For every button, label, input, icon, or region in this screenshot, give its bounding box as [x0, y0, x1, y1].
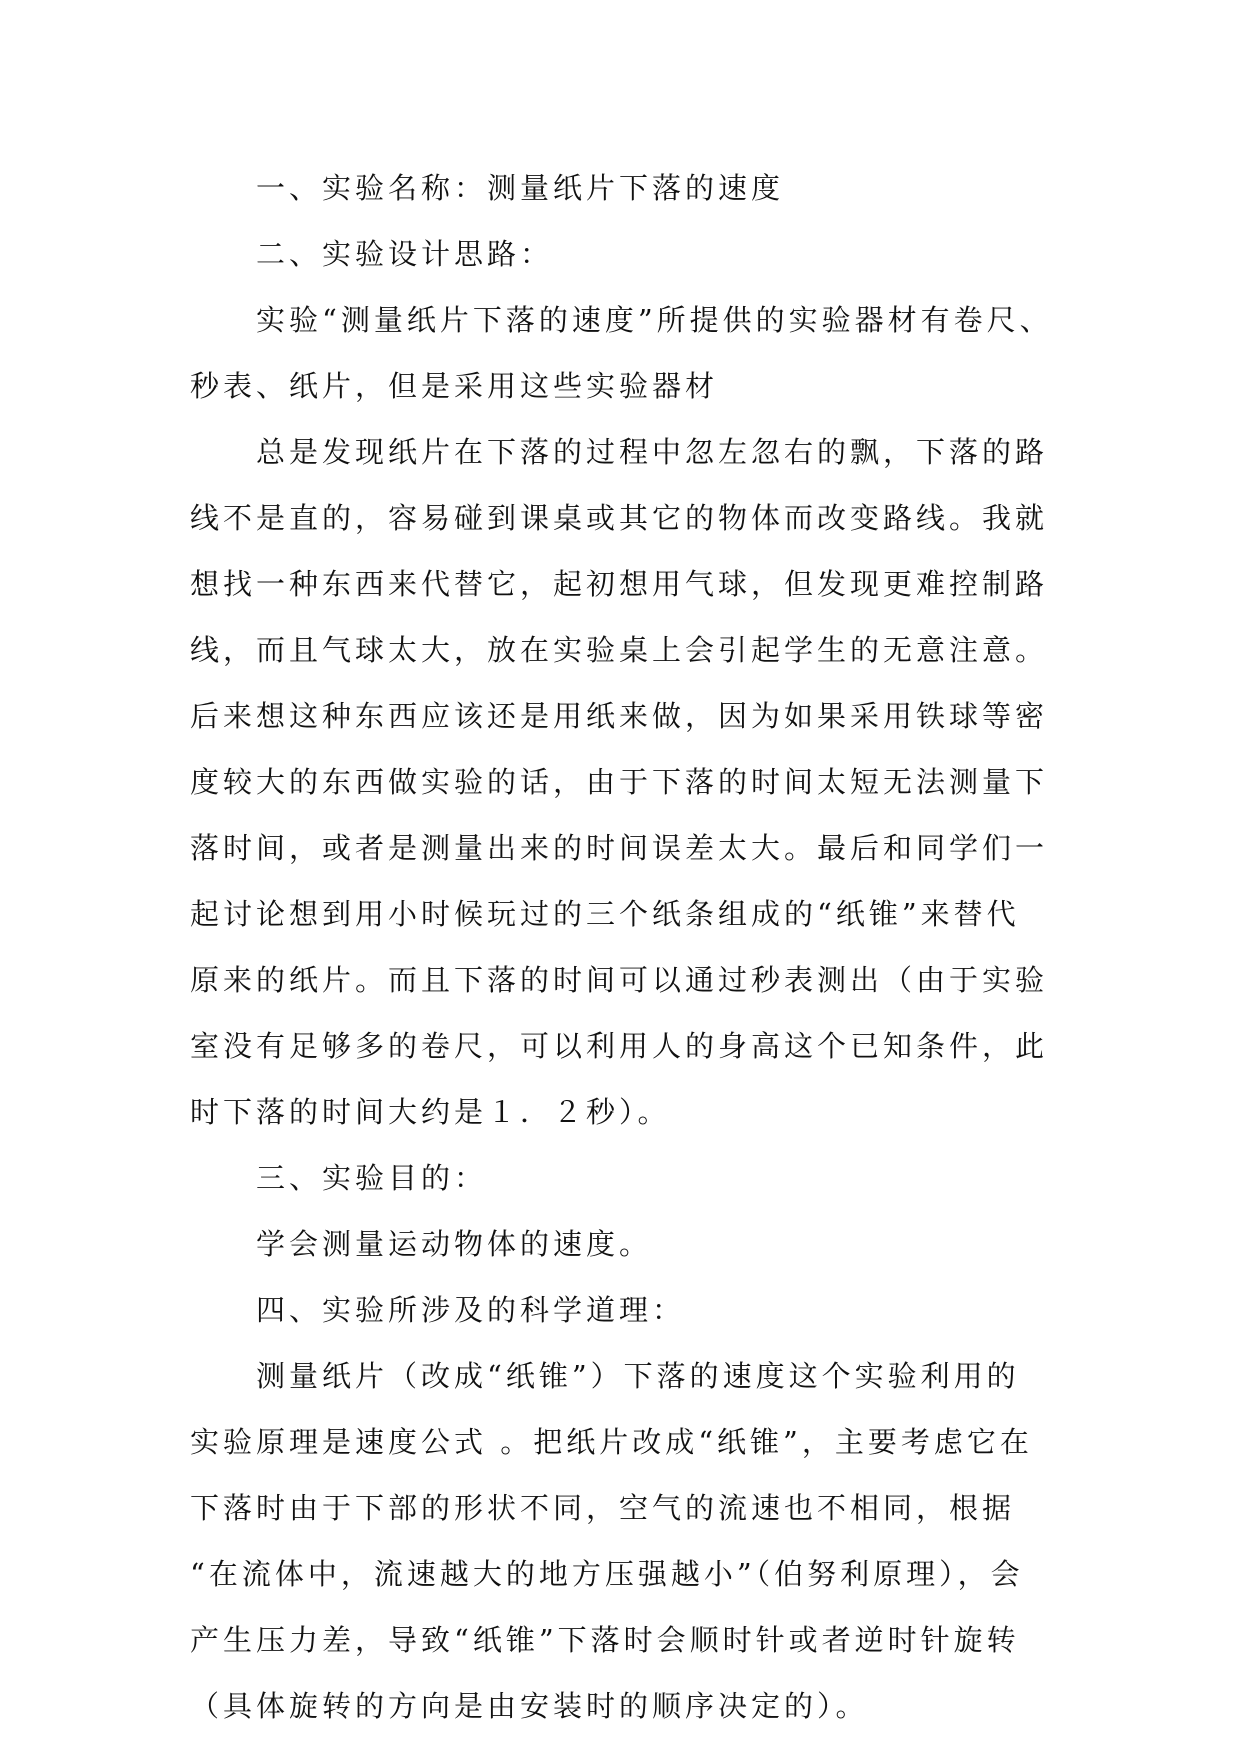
paragraph-line: 产生压力差，导致“纸锥”下落时会顺时针或者逆时针旋转	[190, 1623, 1020, 1657]
paragraph-line: 后来想这种东西应该还是用纸来做，因为如果采用铁球等密	[190, 699, 1049, 733]
paragraph-line: “在流体中，流速越大的地方压强越小”（伯努利原理），会	[190, 1557, 1024, 1591]
paragraph-line: 室没有足够多的卷尺，可以利用人的身高这个已知条件，此	[190, 1029, 1049, 1063]
paragraph-line: 秒表、纸片，但是采用这些实验器材	[190, 369, 719, 403]
paragraph-line: 度较大的东西做实验的话，由于下落的时间太短无法测量下	[190, 765, 1049, 799]
paragraph-line: 总是发现纸片在下落的过程中忽左忽右的飘，下落的路	[256, 435, 1049, 469]
paragraph-line: 下落时由于下部的形状不同，空气的流速也不相同，根据	[190, 1491, 1016, 1525]
paragraph-line: 线不是直的，容易碰到课桌或其它的物体而改变路线。我就	[190, 501, 1049, 535]
paragraph-line: 落时间，或者是测量出来的时间误差太大。最后和同学们一	[190, 831, 1049, 865]
paragraph-line: 测量纸片（改成“纸锥”）下落的速度这个实验利用的	[256, 1359, 1020, 1393]
paragraph-line: 学会测量运动物体的速度。	[256, 1227, 653, 1261]
heading-scientific-principle: 四、实验所涉及的科学道理：	[256, 1293, 686, 1327]
paragraph-line: 实验“测量纸片下落的速度”所提供的实验器材有卷尺、	[256, 303, 1053, 337]
heading-experiment-name: 一、实验名称：测量纸片下落的速度	[256, 171, 785, 205]
paragraph-line: 原来的纸片。而且下落的时间可以通过秒表测出（由于实验	[190, 963, 1049, 997]
heading-design-idea: 二、实验设计思路：	[256, 237, 554, 271]
paragraph-line: 想找一种东西来代替它，起初想用气球，但发现更难控制路	[190, 567, 1049, 601]
heading-purpose: 三、实验目的：	[256, 1161, 488, 1195]
document-body	[190, 155, 1068, 1739]
paragraph-line: 线，而且气球太大，放在实验桌上会引起学生的无意注意。	[190, 633, 1049, 667]
paragraph-line: 起讨论想到用小时候玩过的三个纸条组成的“纸锥”来替代	[190, 897, 1020, 931]
paragraph-line: 实验原理是速度公式 。把纸片改成“纸锥”，主要考虑它在	[190, 1425, 1033, 1459]
paragraph-line: 时下落的时间大约是１．２秒）。	[190, 1095, 671, 1129]
paragraph-line: （具体旋转的方向是由安装时的顺序决定的）。	[190, 1689, 869, 1723]
